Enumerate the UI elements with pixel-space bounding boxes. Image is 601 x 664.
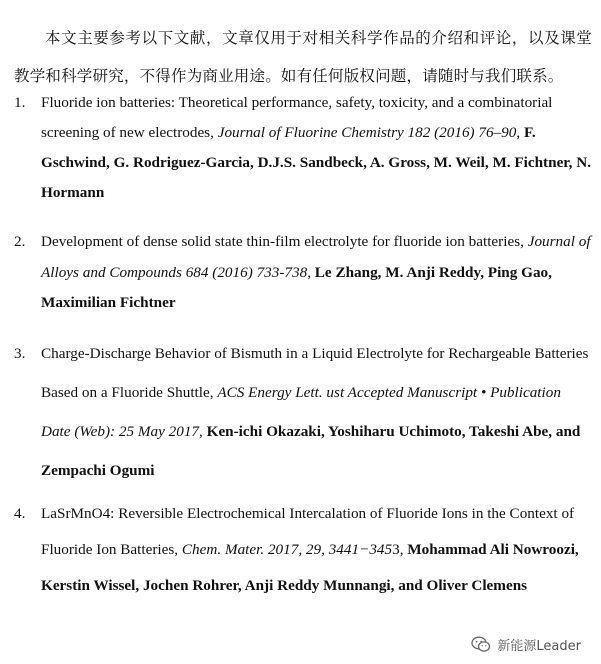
reference-separator: ,: [307, 263, 315, 281]
reference-number: 4.: [14, 504, 26, 522]
reference-item: [14, 227, 594, 319]
reference-item: [14, 88, 594, 208]
reference-authors: Ken-ichi Okazaki, Yoshiharu Uchimoto, Takeshi Abe, and Zempachi Ogumi: [41, 422, 581, 479]
reference-authors: Mohammad Ali Nowroozi, Kerstin Wissel, Jochen Rohrer, Anji Reddy Munnangi, and Oliver Clemens: [41, 540, 579, 594]
reference-title: Development of dense solid state thin-film electrolyte for fluoride ion batteries,: [41, 233, 528, 250]
reference-item: [14, 496, 594, 604]
reference-journal: ACS Energy Lett. ust Accepted Manuscript • Publication Date (Web): 25 May 2017: [41, 383, 561, 440]
reference-number: 1.: [14, 94, 26, 111]
wechat-icon: [471, 636, 491, 653]
reference-title: LaSrMnO4: Reversible Electrochemical Intercalation of Fluoride Ions in the Context of Fluoride Ion Batteries,: [41, 504, 575, 558]
reference-number: 3.: [14, 344, 26, 362]
reference-journal: Journal of Fluorine Chemistry 182 (2016) 76–90: [217, 124, 517, 141]
reference-item: [14, 334, 594, 490]
reference-journal-tail: 3: [392, 540, 400, 558]
reference-separator: ,: [516, 124, 524, 141]
intro-paragraph: 本文主要参考以下文献，文章仅用于对相关科学作品的介绍和评论，以及课堂教学和科学研究，不得作为商业用途。如有任何版权问题，请随时与我们联系。: [14, 29, 592, 85]
reference-number: 2.: [14, 233, 26, 250]
reference-journal: Chem. Mater. 2017, 29, 3441−345: [181, 540, 393, 558]
watermark: [471, 635, 581, 654]
reference-separator: ,: [199, 422, 207, 440]
reference-title: Charge-Discharge Behavior of Bismuth in a Liquid Electrolyte for Rechargeable Batteries Based on a Fluoride Shuttle,: [41, 344, 589, 401]
reference-separator: ,: [399, 540, 408, 558]
reference-authors: F. Gschwind, G. Rodriguez-Garcia, D.J.S. Sandbeck, A. Gross, M. Weil, M. Fichtner, N. Hormann: [41, 124, 592, 201]
watermark-text: 新能源Leader: [497, 639, 581, 654]
reference-authors: Le Zhang, M. Anji Reddy, Ping Gao, Maximilian Fichtner: [41, 263, 552, 311]
reference-list: [14, 88, 594, 604]
reference-journal: Journal of Alloys and Compounds 684 (2016) 733-738: [41, 233, 591, 281]
reference-title: Fluoride ion batteries: Theoretical performance, safety, toxicity, and a combinatorial screening of new electrodes,: [41, 94, 553, 141]
